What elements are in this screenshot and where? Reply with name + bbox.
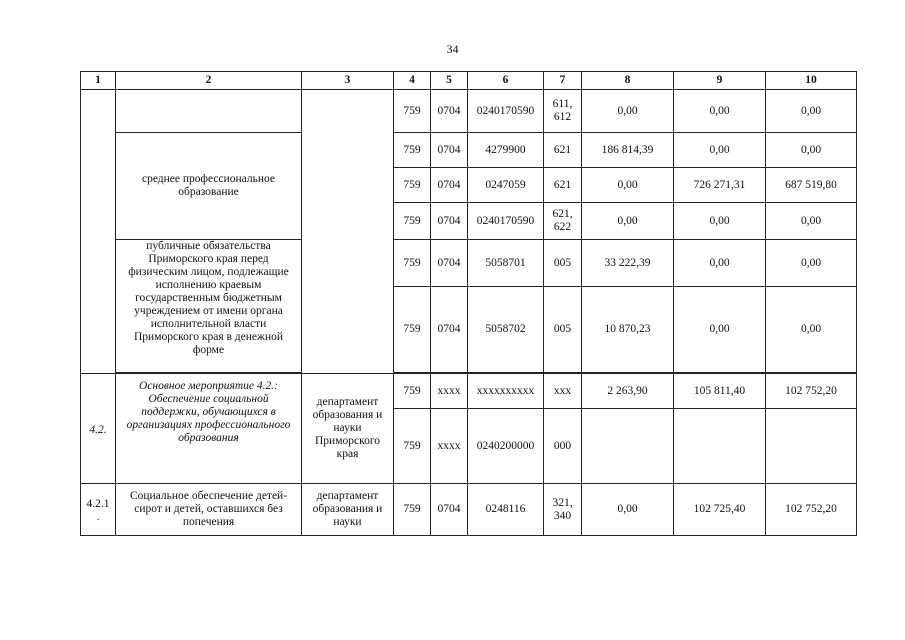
cell: 0704 [431, 203, 468, 240]
cell: 0,00 [582, 168, 674, 203]
cell [766, 409, 857, 484]
cell: 759 [394, 240, 431, 287]
cell: 2 263,90 [582, 374, 674, 409]
cell: 759 [394, 133, 431, 168]
table-row [81, 374, 857, 409]
cell: 0240170590 [468, 90, 544, 133]
cell: 102 725,40 [674, 484, 766, 536]
cell: 759 [394, 90, 431, 133]
header-row [81, 72, 857, 90]
cell: 4279900 [468, 133, 544, 168]
cell: 186 814,39 [582, 133, 674, 168]
cell: 0704 [431, 90, 468, 133]
desc-spo: среднее профессиональное образование [116, 133, 302, 240]
cell: xxxx [431, 409, 468, 484]
index-4-2-1: 4.2.1 . [81, 484, 116, 536]
cell: 726 271,31 [674, 168, 766, 203]
desc-public: публичные обязательства Приморского края перед физическим лицом, подлежащие исполнению краевым государственным бюджетным учреждением от имени органа исполнительной власти Приморского края в денежной форме [116, 240, 302, 373]
cell: 759 [394, 484, 431, 536]
cell: 0,00 [582, 484, 674, 536]
cell: 621 [544, 133, 582, 168]
header-cell-2: 2 [116, 72, 302, 90]
cell: 0,00 [674, 90, 766, 133]
cell: 105 811,40 [674, 374, 766, 409]
cell: 0,00 [766, 287, 857, 373]
cell: 0,00 [674, 203, 766, 240]
cell: xxx [544, 374, 582, 409]
cell: 0247059 [468, 168, 544, 203]
cell: 0,00 [582, 90, 674, 133]
cell: 0,00 [582, 203, 674, 240]
cell: 0240200000 [468, 409, 544, 484]
cell: 005 [544, 240, 582, 287]
cell: 33 222,39 [582, 240, 674, 287]
cell: 102 752,20 [766, 374, 857, 409]
cell: 621 [544, 168, 582, 203]
desc-4-2: Основное мероприятие 4.2.: Обеспечение социальной поддержки, обучающихся в организациях профессионального образования [116, 374, 302, 484]
header-cell-5: 5 [431, 72, 468, 90]
cell: 321, 340 [544, 484, 582, 536]
desc-4-2-1: Социальное обеспечение детей-сирот и детей, оставшихся без попечения [116, 484, 302, 536]
table-row [81, 133, 857, 168]
cell: 0704 [431, 240, 468, 287]
cell: 0248116 [468, 484, 544, 536]
header-cell-7: 7 [544, 72, 582, 90]
cell: 0704 [431, 168, 468, 203]
header-cell-10: 10 [766, 72, 857, 90]
cell: 0240170590 [468, 203, 544, 240]
cell: 0,00 [766, 90, 857, 133]
table-row [81, 484, 857, 536]
cell: 0,00 [674, 240, 766, 287]
budget-table [80, 71, 857, 536]
cell: 621, 622 [544, 203, 582, 240]
cell: 005 [544, 287, 582, 373]
cell: 5058701 [468, 240, 544, 287]
cell: 687 519,80 [766, 168, 857, 203]
cell [582, 409, 674, 484]
cell: 0704 [431, 287, 468, 373]
cell: 759 [394, 374, 431, 409]
cell: 0,00 [766, 203, 857, 240]
cell: 0,00 [674, 133, 766, 168]
page-number: 34 [446, 42, 459, 56]
header-cell-4: 4 [394, 72, 431, 90]
header-cell-3: 3 [302, 72, 394, 90]
cell: 0704 [431, 133, 468, 168]
header-cell-6: 6 [468, 72, 544, 90]
cell: 759 [394, 168, 431, 203]
cell: 0704 [431, 484, 468, 536]
index-4-2: 4.2. [81, 374, 116, 484]
header-cell-9: 9 [674, 72, 766, 90]
cell: 759 [394, 203, 431, 240]
table-row [81, 90, 857, 133]
cell: 759 [394, 409, 431, 484]
cell [674, 409, 766, 484]
cell: xxxxxxxxxx [468, 374, 544, 409]
cell: 0,00 [766, 133, 857, 168]
cell: 10 870,23 [582, 287, 674, 373]
cell: 102 752,20 [766, 484, 857, 536]
table-row [81, 240, 857, 287]
cell: 0,00 [674, 287, 766, 373]
cell: 0,00 [766, 240, 857, 287]
dept-cell-empty [302, 90, 394, 374]
header-cell-8: 8 [582, 72, 674, 90]
cell: 759 [394, 287, 431, 373]
desc-cell-empty [116, 90, 302, 133]
header-cell-1: 1 [81, 72, 116, 90]
index-cell-empty [81, 90, 116, 374]
dept-4-2: департамент образования и науки Приморского края [302, 374, 394, 484]
cell: 000 [544, 409, 582, 484]
cell: 611, 612 [544, 90, 582, 133]
cell: xxxx [431, 374, 468, 409]
dept-4-2-1: департамент образования и науки [302, 484, 394, 536]
cell: 5058702 [468, 287, 544, 373]
